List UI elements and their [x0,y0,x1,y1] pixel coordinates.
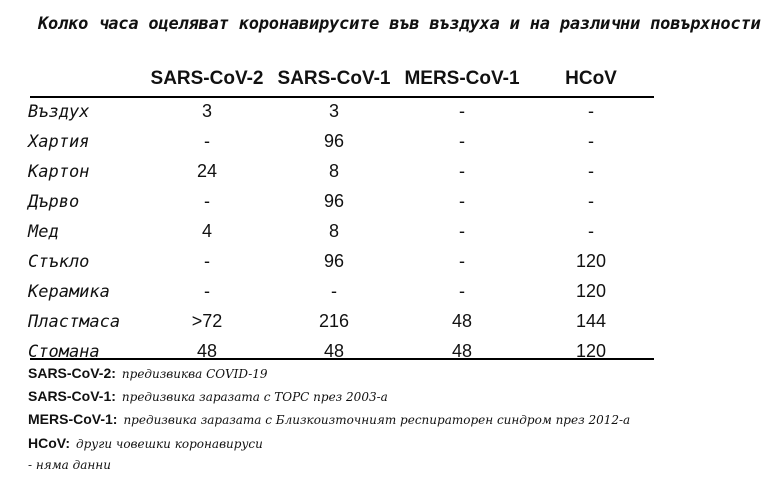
column-header-mers-cov-1: MERS-CoV-1 [404,68,520,89]
row-label: Въздух [28,102,90,122]
table-cell: - [459,281,465,301]
footnote-key: MERS-CoV-1: [28,411,118,427]
table-cell: 3 [328,101,339,121]
table-cell: - [459,101,465,121]
table-cell: - [204,251,210,271]
footnote [28,365,268,381]
table-cell: 48 [451,311,473,331]
page-title: Колко часа оцеляват коронавирусите във въздуха и на различни повърхности [38,14,761,34]
table-cell: >72 [191,311,223,331]
table-cell: - [459,191,465,211]
table-cell: - [588,191,594,211]
table-cell: - [459,251,465,271]
table-cell: 120 [575,341,607,361]
table-cell: 96 [323,251,345,271]
table-cell: 4 [201,221,212,241]
table-cell: - [459,131,465,151]
footnote-key: HCoV: [28,435,70,451]
row-label: Картон [28,162,90,182]
row-label: Мед [28,222,59,242]
table-cell: 96 [323,131,345,151]
footnote-text: други човешки коронавируси [76,437,263,451]
table-cell: - [588,221,594,241]
header-rule [30,96,654,98]
table-cell: - [204,191,210,211]
table-cell: 96 [323,191,345,211]
table-cell: 120 [575,251,607,271]
table-cell: 48 [323,341,345,361]
table-cell: 24 [196,161,218,181]
table-cell: - [331,281,337,301]
table-cell: - [588,161,594,181]
table-cell: 120 [575,281,607,301]
footnote [28,457,111,472]
row-label: Стомана [28,342,100,362]
row-label: Дърво [28,192,80,212]
table-cell: 3 [201,101,212,121]
footnote-text: предизвика заразата с Близкоизточният респираторен синдром през 2012-а [123,413,631,427]
table-cell: 144 [575,311,607,331]
table-cell: 48 [196,341,218,361]
footnote [28,388,388,404]
table-cell: - [588,131,594,151]
table-cell: - [204,131,210,151]
row-label: Стъкло [28,252,90,272]
row-label: Керамика [28,282,110,302]
footnote [28,435,263,451]
table-cell: 8 [328,161,339,181]
column-header-hcov: HCoV [565,68,617,89]
table-cell: - [588,101,594,121]
footnote-key: SARS-CoV-1: [28,388,116,404]
footnote [28,411,630,427]
row-label: Хартия [28,132,90,152]
column-header-sars-cov-2: SARS-CoV-2 [150,68,264,89]
table-cell: 216 [318,311,350,331]
footnote-text: предизвика заразата с ТОРС през 2003-а [121,390,388,404]
row-label: Пластмаса [28,312,121,332]
footnote-text: - няма данни [28,458,111,472]
table-cell: - [459,161,465,181]
table-cell: - [204,281,210,301]
table-cell: 8 [328,221,339,241]
footnote-key: SARS-CoV-2: [28,365,116,381]
footnote-text: предизвиква COVID-19 [121,367,268,381]
table-cell: - [459,221,465,241]
column-header-sars-cov-1: SARS-CoV-1 [277,68,391,89]
table-cell: 48 [451,341,473,361]
